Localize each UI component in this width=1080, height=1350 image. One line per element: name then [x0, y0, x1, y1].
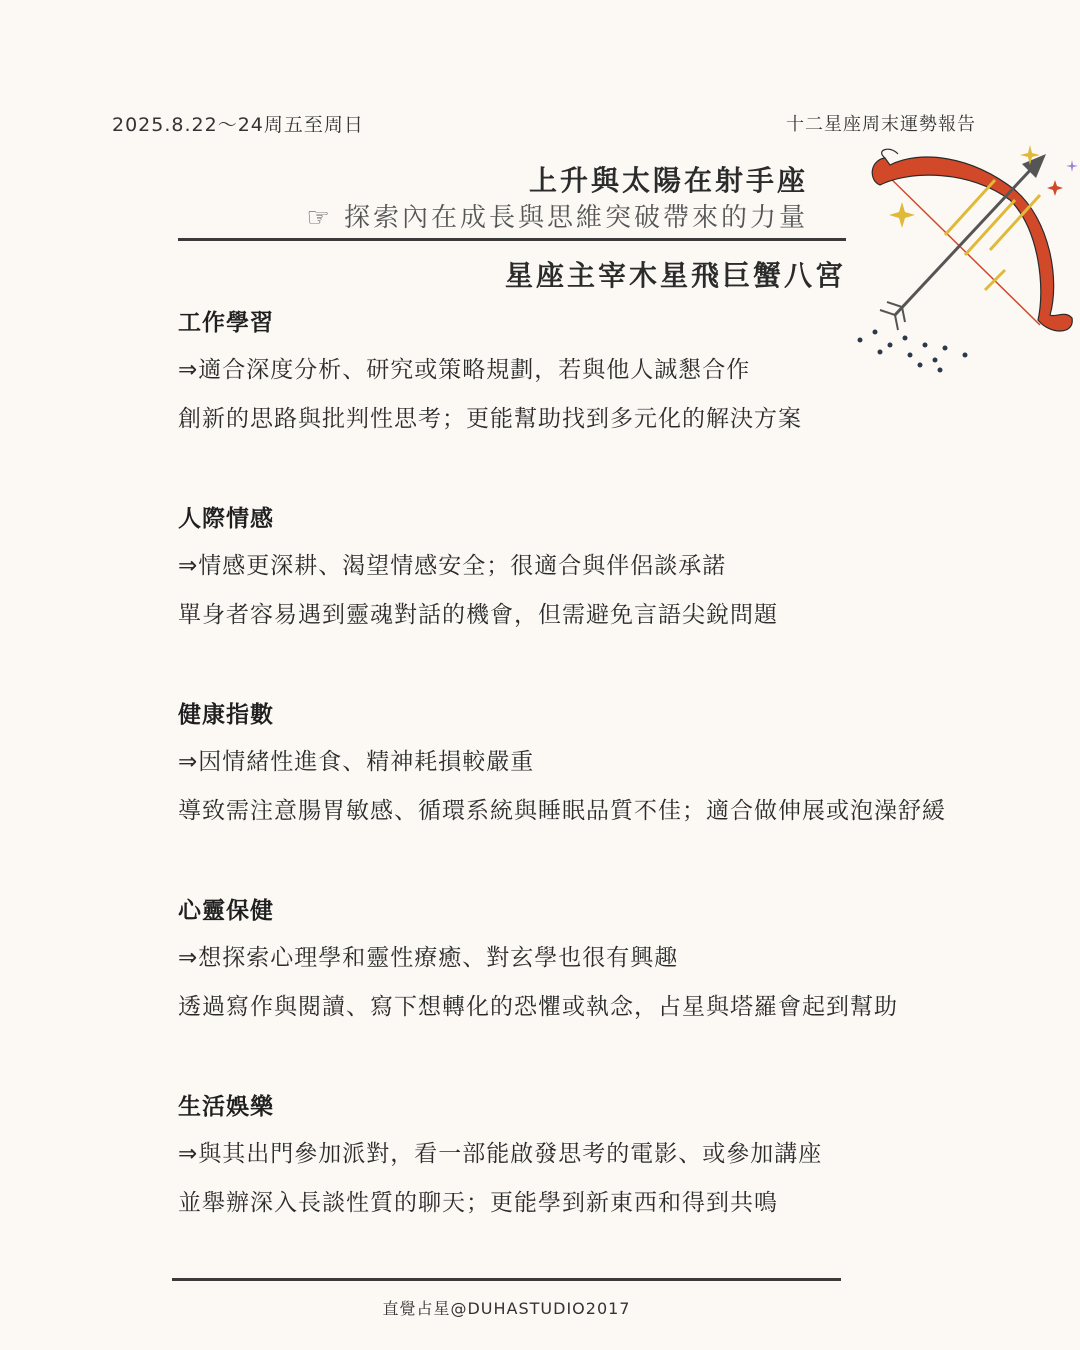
series-title: 十二星座周末運勢報告	[786, 114, 976, 135]
sparkle-icon	[1066, 160, 1078, 172]
section-line: 創新的思路與批判性思考；更能幫助找到多元化的解決方案	[178, 406, 802, 432]
footer-credit: 直覺占星@DUHASTUDIO2017	[382, 1299, 631, 1318]
headline-title: 上升與太陽在射手座	[528, 164, 808, 197]
fortune-sections	[178, 300, 1058, 1280]
section-title: 健康指數	[178, 702, 274, 728]
bottom-divider	[172, 1278, 841, 1281]
section-title: 工作學習	[178, 310, 274, 336]
section-spiritual-care	[178, 888, 1058, 1084]
section-line: ⇒因情緒性進食、精神耗損較嚴重	[178, 749, 535, 775]
section-line: ⇒情感更深耕、渴望情感安全；很適合與伴侶談承諾	[178, 553, 727, 579]
section-title: 人際情感	[178, 506, 274, 532]
pointing-hand-icon: ☞	[306, 203, 333, 233]
section-health	[178, 692, 1058, 888]
ruling-planet-line: 星座主宰木星飛巨蟹八宮	[504, 259, 846, 292]
headline-subtitle	[178, 200, 808, 236]
section-title: 心靈保健	[178, 898, 274, 924]
section-line: 單身者容易遇到靈魂對話的機會，但需避免言語尖銳問題	[178, 602, 778, 628]
section-line: ⇒與其出門參加派對，看一部能啟發思考的電影、或參加講座	[178, 1141, 823, 1167]
date-range: 2025.8.22～24周五至周日	[112, 114, 364, 136]
section-relationships	[178, 496, 1058, 692]
headline-block	[178, 162, 808, 236]
section-work-study	[178, 300, 1058, 496]
section-leisure	[178, 1084, 1058, 1280]
section-line: 導致需注意腸胃敏感、循環系統與睡眠品質不佳；適合做伸展或泡澡舒緩	[178, 798, 946, 824]
section-line: ⇒適合深度分析、研究或策略規劃，若與他人誠懇合作	[178, 357, 751, 383]
arrow-shaft-icon	[895, 165, 1035, 315]
section-line: ⇒想探索心理學和靈性療癒、對玄學也很有興趣	[178, 945, 679, 971]
subtitle-text: 探索內在成長與思維突破帶來的力量	[343, 203, 808, 233]
sparkle-icon	[1047, 180, 1063, 196]
section-line: 透過寫作與閱讀、寫下想轉化的恐懼或執念，占星與塔羅會起到幫助	[178, 994, 898, 1020]
section-line: 並舉辦深入長談性質的聊天；更能學到新東西和得到共鳴	[178, 1190, 778, 1216]
top-divider	[178, 238, 846, 241]
section-title: 生活娛樂	[178, 1094, 274, 1120]
sparkle-icon	[889, 202, 915, 228]
